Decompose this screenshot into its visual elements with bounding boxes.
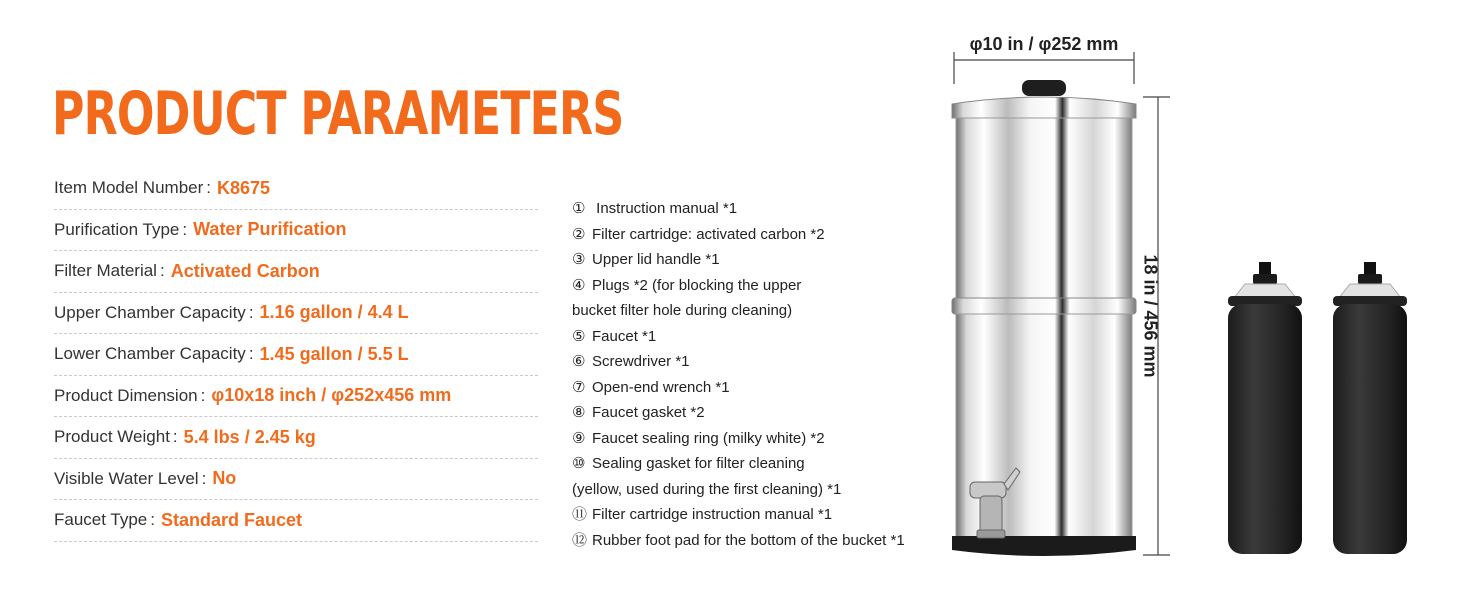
diameter-label: φ10 in / φ252 mm bbox=[969, 34, 1119, 54]
list-number: ④ bbox=[572, 276, 586, 294]
param-separator: : bbox=[182, 219, 188, 239]
water-filter-bucket bbox=[952, 80, 1136, 556]
list-number: ⑧ bbox=[572, 404, 586, 421]
param-value: φ10x18 inch / φ252x456 mm bbox=[211, 385, 452, 406]
list-item bbox=[572, 273, 905, 299]
list-number: ⑫ bbox=[572, 531, 588, 549]
list-item bbox=[572, 477, 905, 503]
list-item bbox=[572, 528, 905, 554]
list-item bbox=[572, 222, 905, 248]
param-label: Item Model Number bbox=[54, 178, 204, 198]
list-text: Filter cartridge: activated carbon *2 bbox=[592, 225, 825, 243]
list-item bbox=[572, 324, 905, 350]
param-row-faucet-type bbox=[54, 500, 538, 542]
list-item bbox=[572, 400, 905, 426]
list-item bbox=[572, 247, 905, 273]
list-number: ① bbox=[572, 200, 586, 217]
param-label: Faucet Type bbox=[54, 510, 148, 530]
list-number: ② bbox=[572, 225, 586, 243]
lower-chamber bbox=[956, 314, 1132, 538]
param-value: 5.4 lbs / 2.45 kg bbox=[183, 426, 316, 447]
param-row-filter-material bbox=[54, 251, 538, 293]
param-value: No bbox=[212, 468, 237, 489]
param-label: Visible Water Level bbox=[54, 468, 199, 488]
rubber-foot-pad bbox=[952, 536, 1136, 556]
param-separator: : bbox=[248, 344, 254, 364]
param-label: Product Weight bbox=[54, 427, 170, 447]
param-value: 1.16 gallon / 4.4 L bbox=[259, 302, 409, 323]
upper-chamber bbox=[956, 118, 1132, 304]
list-text: Filter cartridge instruction manual *1 bbox=[592, 506, 833, 523]
param-row-water-level bbox=[54, 459, 538, 501]
list-number: ⑨ bbox=[572, 429, 586, 447]
list-text: Sealing gasket for filter cleaning bbox=[592, 455, 805, 472]
list-text: Open-end wrench *1 bbox=[592, 378, 730, 396]
filter-cartridge-left bbox=[1228, 262, 1302, 554]
chamber-joint-ring bbox=[952, 298, 1136, 314]
param-value: Activated Carbon bbox=[170, 260, 320, 281]
faucet-icon bbox=[970, 468, 1020, 538]
list-text: Plugs *2 (for blocking the upper bbox=[592, 276, 802, 294]
param-label: Purification Type bbox=[54, 219, 180, 239]
param-row-weight bbox=[54, 417, 538, 459]
list-item bbox=[572, 426, 905, 452]
param-row-lower-capacity bbox=[54, 334, 538, 376]
param-value: 1.45 gallon / 5.5 L bbox=[259, 343, 409, 364]
param-row-upper-capacity bbox=[54, 293, 538, 335]
height-label: 18 in / 456 mm bbox=[1140, 254, 1161, 378]
param-row-purification bbox=[54, 210, 538, 252]
param-value: K8675 bbox=[217, 177, 271, 198]
list-text: Instruction manual *1 bbox=[592, 200, 738, 217]
page-title: PRODUCT PARAMETERS bbox=[52, 79, 624, 149]
param-label: Lower Chamber Capacity bbox=[54, 344, 246, 364]
package-list bbox=[572, 196, 905, 553]
list-text: bucket filter hole during cleaning) bbox=[572, 302, 793, 319]
list-number: ⑦ bbox=[572, 378, 586, 396]
param-separator: : bbox=[159, 261, 165, 281]
param-separator: : bbox=[172, 427, 178, 447]
list-text: Faucet sealing ring (milky white) *2 bbox=[592, 429, 825, 447]
param-label: Product Dimension bbox=[54, 385, 198, 405]
list-text: Rubber foot pad for the bottom of the bucket *1 bbox=[592, 531, 905, 549]
list-number: ⑪ bbox=[572, 506, 588, 523]
param-row-model bbox=[54, 168, 538, 210]
param-separator: : bbox=[150, 510, 155, 530]
list-number: ⑤ bbox=[572, 327, 586, 345]
list-item bbox=[572, 375, 905, 401]
list-text: Upper lid handle *1 bbox=[592, 251, 720, 268]
list-text: Faucet *1 bbox=[592, 327, 657, 345]
list-number: ⑩ bbox=[572, 455, 586, 472]
param-value: Water Purification bbox=[193, 219, 347, 240]
list-number: ⑥ bbox=[572, 353, 586, 370]
list-item bbox=[572, 451, 905, 477]
list-text: Screwdriver *1 bbox=[592, 353, 690, 370]
list-text: Faucet gasket *2 bbox=[592, 404, 705, 421]
param-separator: : bbox=[248, 302, 254, 322]
list-item bbox=[572, 502, 905, 528]
parameter-list bbox=[54, 168, 538, 542]
list-item bbox=[572, 349, 905, 375]
list-number: ③ bbox=[572, 251, 586, 268]
filter-cartridge-right bbox=[1333, 262, 1407, 554]
list-item bbox=[572, 298, 905, 324]
param-separator: : bbox=[201, 468, 207, 488]
lid-knob bbox=[1022, 80, 1066, 96]
bucket-lid bbox=[952, 97, 1136, 118]
param-value: Standard Faucet bbox=[160, 509, 303, 530]
param-label: Upper Chamber Capacity bbox=[54, 302, 246, 322]
param-separator: : bbox=[200, 385, 206, 405]
param-separator: : bbox=[206, 178, 212, 198]
diameter-dimension-line bbox=[954, 52, 1134, 84]
list-item bbox=[572, 196, 905, 222]
param-label: Filter Material bbox=[54, 261, 157, 281]
list-text: (yellow, used during the first cleaning) *1 bbox=[572, 480, 842, 498]
param-row-dimension bbox=[54, 376, 538, 418]
